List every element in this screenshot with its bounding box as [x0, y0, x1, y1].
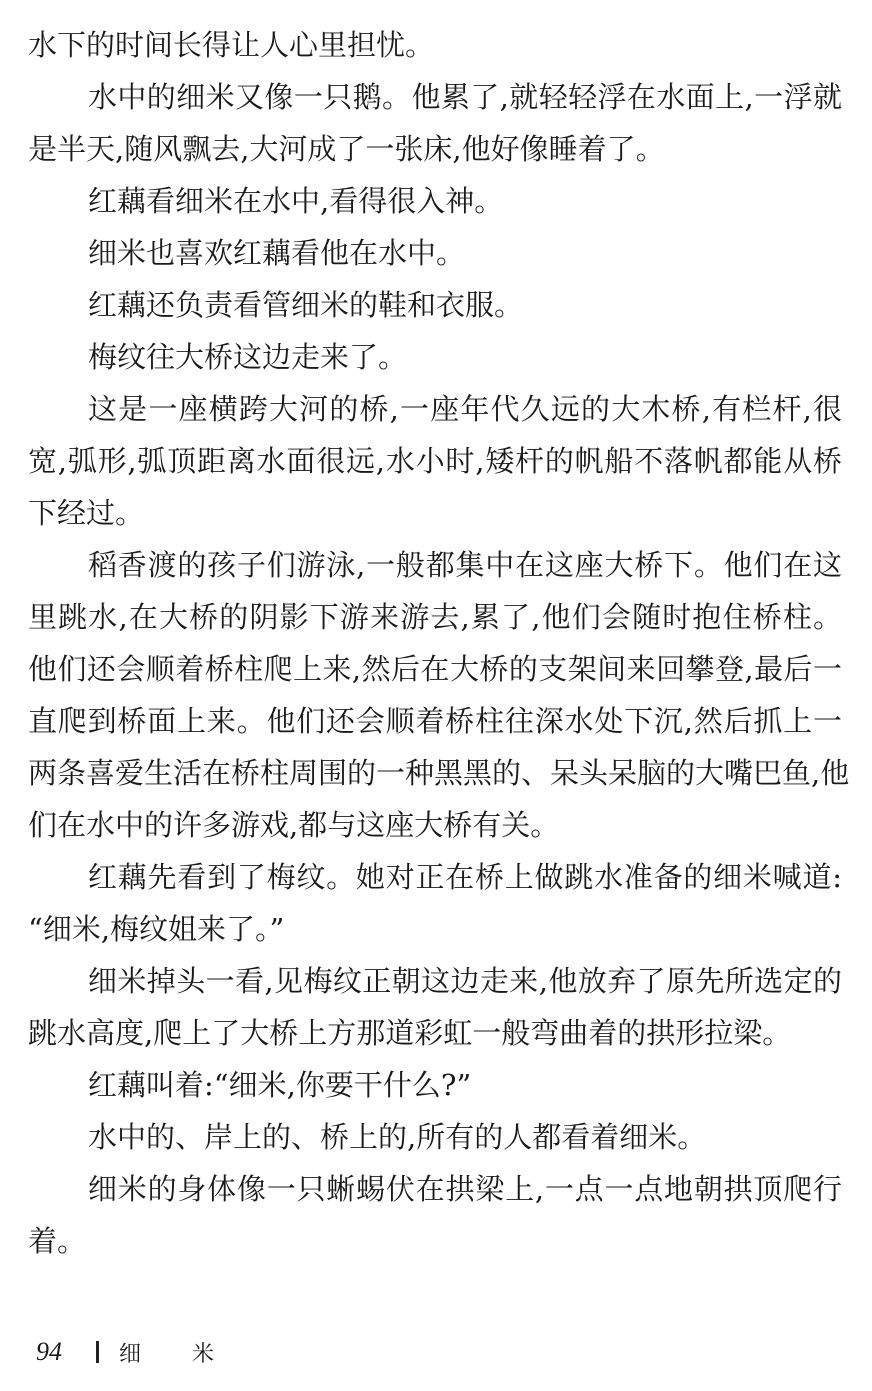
text-line: 红藕先看到了梅纹。她对正在桥上做跳水准备的细米喊道: [88, 860, 842, 894]
footer-divider [96, 1341, 99, 1363]
text-line: “细米,梅纹姐来了。” [28, 912, 285, 946]
text-line: 们在水中的许多游戏,都与这座大桥有关。 [28, 808, 560, 842]
page-footer [36, 1334, 236, 1370]
text-line: 细米掉头一看,见梅纹正朝这边走来,他放弃了原先所选定的 [88, 964, 842, 998]
text-line: 细米的身体像一只蜥蜴伏在拱梁上,一点一点地朝拱顶爬行 [88, 1172, 842, 1206]
text-line: 着。 [28, 1224, 87, 1258]
text-line: 红藕还负责看管细米的鞋和衣服。 [88, 288, 524, 322]
text-line: 宽,弧形,弧顶距离水面很远,水小时,矮杆的帆船不落帆都能从桥 [28, 444, 842, 478]
text-line: 这是一座横跨大河的桥,一座年代久远的大木桥,有栏杆,很 [88, 392, 842, 426]
paragraph [28, 175, 842, 227]
paragraph [28, 19, 842, 71]
paragraph [28, 1059, 842, 1111]
text-line: 水下的时间长得让人心里担忧。 [28, 28, 435, 62]
text-line: 稻香渡的孩子们游泳,一般都集中在这座大桥下。他们在这 [88, 548, 842, 582]
text-line: 水中的、岸上的、桥上的,所有的人都看着细米。 [88, 1120, 707, 1154]
text-line: 两条喜爱生活在桥柱周围的一种黑黑的、呆头呆脑的大嘴巴鱼,他 [28, 756, 850, 790]
text-line: 水中的细米又像一只鹅。他累了,就轻轻浮在水面上,一浮就 [88, 80, 842, 114]
paragraph [28, 955, 842, 1059]
text-line: 红藕叫着:“细米,你要干什么?” [88, 1068, 472, 1102]
text-line: 细米也喜欢红藕看他在水中。 [88, 236, 466, 270]
text-line: 红藕看细米在水中,看得很入神。 [88, 184, 504, 218]
text-line: 梅纹往大桥这边走来了。 [88, 340, 408, 374]
text-line: 下经过。 [28, 496, 145, 530]
paragraph [28, 1163, 842, 1267]
text-line: 是半天,随风飘去,大河成了一张床,他好像睡着了。 [28, 132, 665, 166]
body-text [28, 19, 850, 1267]
text-line: 他们还会顺着桥柱爬上来,然后在大桥的支架间来回攀登,最后一 [28, 652, 842, 686]
paragraph [28, 71, 842, 175]
running-title: 细 米 [119, 1341, 236, 1367]
paragraph [28, 279, 842, 331]
text-line: 直爬到桥面上来。他们还会顺着桥柱往深水处下沉,然后抓上一 [28, 704, 842, 738]
paragraph [28, 851, 842, 955]
text-line: 里跳水,在大桥的阴影下游来游去,累了,他们会随时抱住桥柱。 [28, 600, 842, 634]
text-line: 跳水高度,爬上了大桥上方那道彩虹一般弯曲着的拱形拉梁。 [28, 1016, 792, 1050]
paragraph [28, 331, 842, 383]
paragraph [28, 383, 842, 539]
paragraph [28, 539, 850, 851]
page-number: 94 [36, 1337, 62, 1366]
paragraph [28, 1111, 842, 1163]
paragraph [28, 227, 842, 279]
